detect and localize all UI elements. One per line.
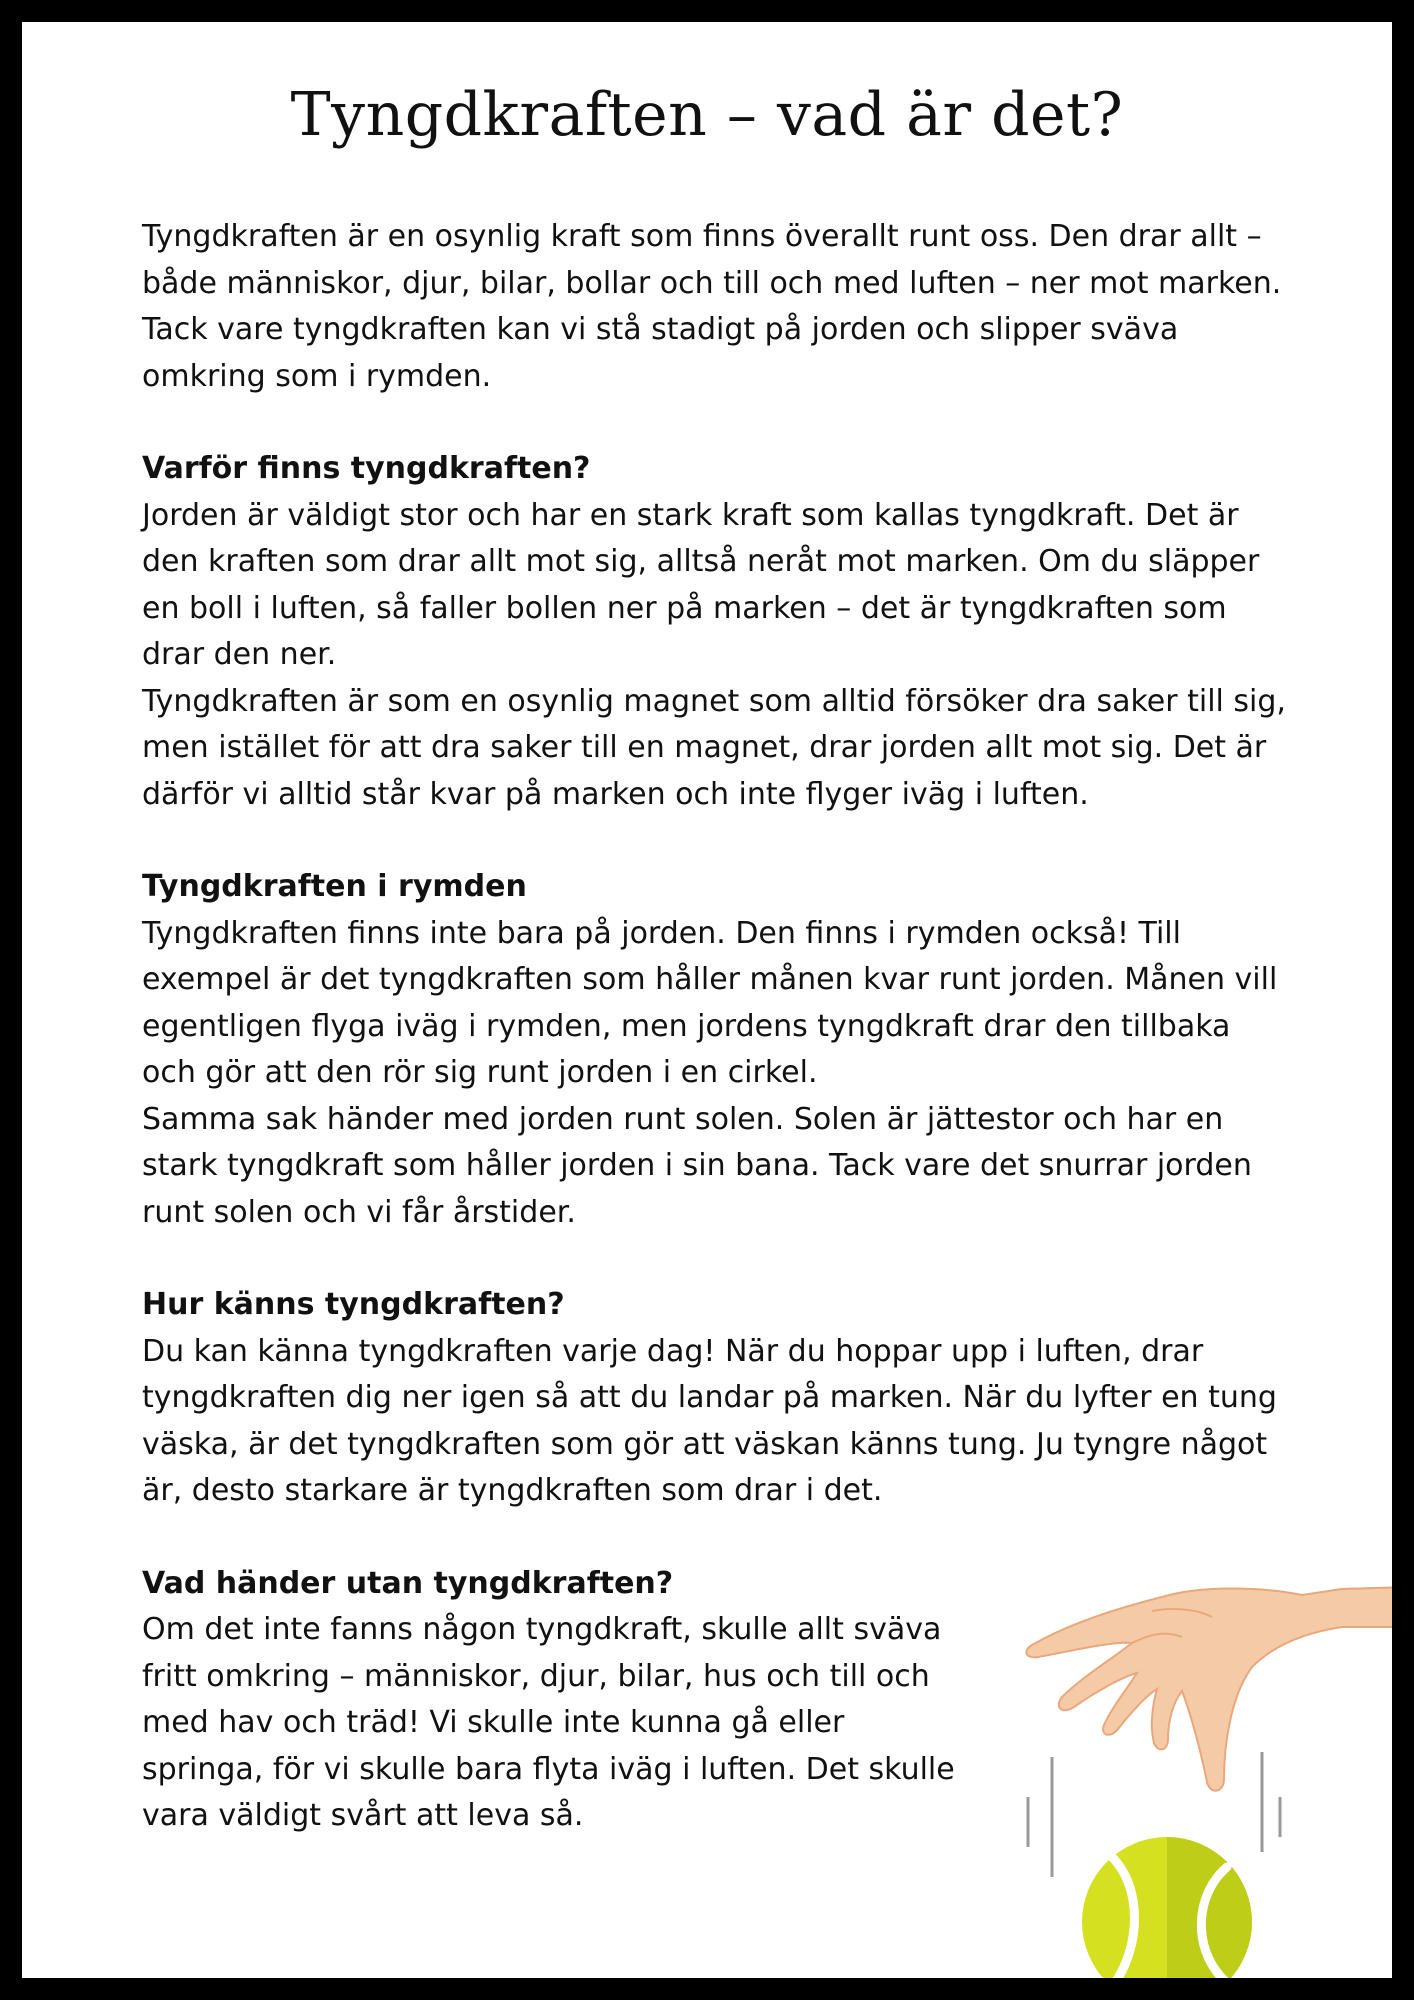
- section-heading-space: Tyngdkraften i rymden: [142, 869, 527, 904]
- section-paragraph: Jorden är väldigt stor och har en stark kraft som kallas tyngdkraft. Det är den kraften som drar allt mot sig, alltså neråt mot marken. Om du släpper en boll i luften, så faller bollen ner på marken – det är tyngdkraften som drar den ner.: [142, 497, 1260, 672]
- page-title: Tyngdkraften – vad är det?: [290, 80, 1124, 150]
- worksheet-page: [22, 22, 1392, 1978]
- section-paragraph: Samma sak händer med jorden runt solen. Solen är jättestor och har en stark tyngdkraft som håller jorden i sin bana. Tack vare det snurrar jorden runt solen och vi får årstider.: [142, 1101, 1252, 1230]
- section-paragraph: Om det inte fanns någon tyngdkraft, skulle allt sväva fritt omkring – människor, djur, bilar, hus och till och med hav och träd! Vi skulle inte kunna gå eller springa, för vi skulle bara flyta iväg i luften. Det skulle vara väldigt svårt att leva så.: [142, 1612, 955, 1833]
- section-paragraph: Tyngdkraften är som en osynlig magnet som alltid försöker dra saker till sig, men istället för att dra saker till en magnet, drar jorden allt mot sig. Det är därför vi alltid står kvar på marken och inte flyger iväg i luften.: [142, 683, 1286, 812]
- tennis-ball-icon: [1082, 1837, 1252, 1978]
- section-heading-feel: Hur känns tyngdkraften?: [142, 1287, 565, 1322]
- section-heading-without: Vad händer utan tyngdkraften?: [142, 1565, 674, 1601]
- section-paragraph: Du kan känna tyngdkraften varje dag! När du hoppar upp i luften, drar tyngdkraften dig ner igen så att du landar på marken. När du lyfter en tung väska, är det tyngdkraften som gör att väskan känns tung. Ju tyngre något är, desto starkare är tyngdkraften som drar i det.: [142, 1333, 1277, 1508]
- intro-paragraph: Tyngdkraften är en osynlig kraft som finns överallt runt oss. Den drar allt – både människor, djur, bilar, bollar och till och med luften – ner mot marken. Tack vare tyngdkraften kan vi stå stadigt på jorden och slipper sväva omkring som i rymden.: [142, 219, 1282, 394]
- section-paragraph: Tyngdkraften finns inte bara på jorden. Den finns i rymden också! Till exempel är det tyngdkraften som håller månen kvar runt jorden. Månen vill egentligen flyga iväg i rymden, men jordens tyngdkraft drar den tillbaka och gör att den rör sig runt jorden i en cirkel.: [142, 915, 1278, 1090]
- hand-dropping-ball-illustration: [1002, 1567, 1392, 1978]
- section-heading-why: Varför finns tyngdkraften?: [142, 451, 591, 486]
- hand-icon: [1026, 1587, 1392, 1791]
